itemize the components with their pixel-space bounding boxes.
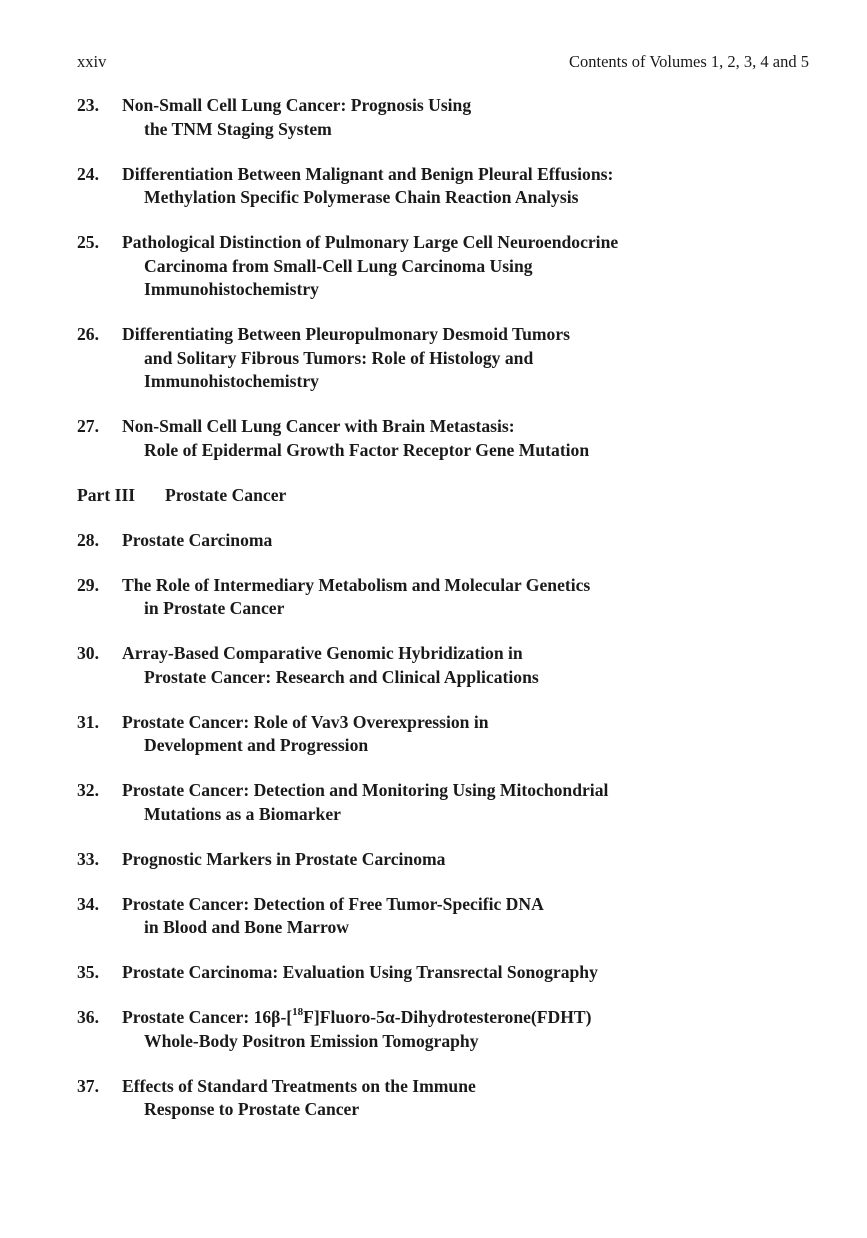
chapter-title-line: Mutations as a Biomarker [144, 803, 341, 824]
toc-entry-28 [77, 529, 837, 553]
chapter-title-line: Response to Prostate Cancer [144, 1099, 360, 1119]
chapter-title-line: Differentiating Between Pleuropulmonary Desmoid Tumors [122, 324, 570, 344]
chapter-title-line: The Role of Intermediary Metabolism and Molecular Genetics [122, 574, 591, 595]
chapter-title-line: Immunohistochemistry [144, 279, 319, 299]
page-number: xxiv [77, 52, 107, 71]
chapter-title-line: Immunohistochemistry [144, 371, 319, 391]
chapter-title-line: and Solitary Fibrous Tumors: Role of Histology and [144, 347, 534, 368]
toc-entry-35 [77, 961, 837, 985]
chapter-title-line: Carcinoma from Small-Cell Lung Carcinoma Using [144, 255, 533, 276]
toc-entry-23 [77, 94, 837, 141]
toc-entry-34 [77, 893, 837, 940]
toc-entry-36 [77, 1006, 837, 1053]
chapter-number: 29. [77, 574, 99, 595]
title-text: Prostate Cancer: 16β-[ [122, 1007, 293, 1027]
toc-entry-26 [77, 323, 837, 394]
chapter-number: 32. [77, 780, 99, 800]
toc-entry-33 [77, 848, 837, 872]
chapter-number: 37. [77, 1075, 99, 1096]
chapter-title-line: in Prostate Cancer [144, 598, 285, 618]
chapter-title-line: Prostate Cancer: Detection and Monitoring Using Mitochondrial [122, 780, 609, 800]
chapter-title-line: Pathological Distinction of Pulmonary Large Cell Neuroendocrine [122, 232, 619, 252]
toc-entry-31 [77, 711, 837, 758]
chapter-title-line: the TNM Staging System [144, 118, 332, 139]
chapter-title-line: Prostate Cancer: Detection of Free Tumor-Specific DNA [122, 893, 544, 914]
chapter-number: 28. [77, 529, 99, 550]
chapter-title-line [122, 1006, 837, 1030]
chapter-title-line: Prostate Cancer: Role of Vav3 Overexpression in [122, 711, 489, 732]
toc-entry-29 [77, 574, 837, 621]
chapter-title-line: Whole-Body Positron Emission Tomography [144, 1030, 479, 1051]
chapter-number: 24. [77, 163, 99, 184]
toc-entry-37 [77, 1075, 837, 1122]
chapter-number: 33. [77, 848, 99, 869]
isotope-superscript: 18 [292, 1006, 304, 1019]
chapter-title-line: Prognostic Markers in Prostate Carcinoma [122, 848, 446, 869]
chapter-title-line: Array-Based Comparative Genomic Hybridization in [122, 643, 523, 663]
chapter-number: 26. [77, 324, 99, 344]
chapter-title-line: Prostate Cancer: Research and Clinical Applications [144, 666, 539, 687]
chapter-title-line: in Blood and Bone Marrow [144, 917, 349, 937]
chapter-title-line: Prostate Carcinoma [122, 529, 273, 550]
chapter-title-line: Methylation Specific Polymerase Chain Reaction Analysis [144, 187, 579, 207]
chapter-title-line: Prostate Carcinoma: Evaluation Using Transrectal Sonography [122, 962, 598, 982]
chapter-number: 23. [77, 95, 99, 115]
chapter-title-line: Non-Small Cell Lung Cancer: Prognosis Using [122, 95, 472, 115]
part-label: Part III [77, 484, 136, 505]
part-title: Prostate Cancer [165, 484, 287, 505]
toc-entry-32 [77, 779, 837, 826]
chapter-title-line: Non-Small Cell Lung Cancer with Brain Metastasis: [122, 416, 515, 436]
part-heading [77, 484, 837, 508]
title-text: F]Fluoro-5α-Dihydrotesterone(FDHT) [303, 1007, 592, 1027]
chapter-number: 27. [77, 416, 99, 436]
running-title: Contents of Volumes 1, 2, 3, 4 and 5 [568, 52, 809, 71]
chapter-number: 35. [77, 962, 99, 982]
chapter-title-line: Development and Progression [144, 735, 369, 755]
chapter-title-line: Effects of Standard Treatments on the Immune [122, 1075, 476, 1096]
chapter-number: 31. [77, 711, 99, 732]
chapter-number: 30. [77, 643, 99, 663]
chapter-number: 36. [77, 1007, 99, 1027]
running-head [77, 52, 809, 74]
chapter-number: 25. [77, 232, 99, 252]
chapter-title-line: Role of Epidermal Growth Factor Receptor Gene Mutation [144, 439, 590, 460]
toc-entry-24 [77, 163, 837, 210]
chapter-title-line: Differentiation Between Malignant and Benign Pleural Effusions: [122, 163, 614, 184]
table-of-contents [77, 94, 837, 1143]
toc-entry-27 [77, 415, 837, 462]
toc-entry-30 [77, 642, 837, 689]
toc-entry-25 [77, 231, 837, 302]
chapter-number: 34. [77, 893, 99, 914]
